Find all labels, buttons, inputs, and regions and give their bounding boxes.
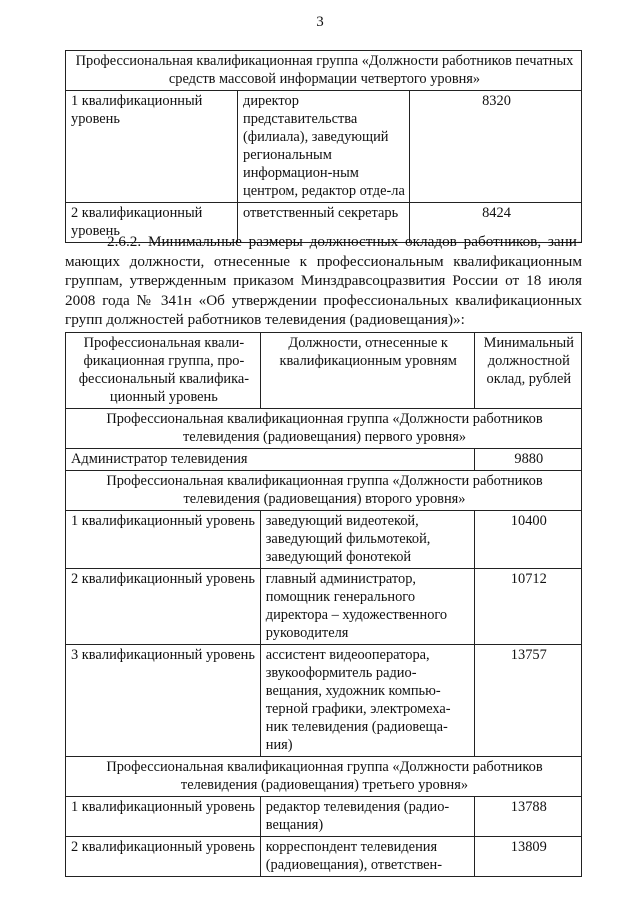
salary-cell: 8424: [410, 203, 582, 243]
table-row: [66, 837, 582, 877]
table-row: [66, 91, 582, 203]
positions-cell: главный администратор, помощник генерального директора – художественного руководителя: [260, 569, 474, 645]
column-header-salary: Минимальный должностной оклад, рублей: [474, 333, 581, 409]
salary-cell: 10712: [474, 569, 581, 645]
group-header: Профессиональная квалификационная группа «Должности работников телевидения (радиовещания) второго уровня»: [66, 471, 582, 511]
column-header-positions: Должности, отнесенные к квалификационным уровням: [260, 333, 474, 409]
group-header: Профессиональная квалификационная группа «Должности работников телевидения (радиовещания) первого уровня»: [66, 409, 582, 449]
salary-cell: 10400: [474, 511, 581, 569]
salary-cell: 13809: [474, 837, 581, 877]
table-row: [66, 449, 582, 471]
column-header-group: Профессиональная квали-фикационная группа, про-фессиональный квалифика-ционный уровень: [66, 333, 261, 409]
table-row: [66, 511, 582, 569]
group-header-row: [66, 409, 582, 449]
salary-table-print-media: [65, 50, 582, 243]
level-cell: 2 квалификационный уровень: [66, 203, 238, 243]
level-cell: Администратор телевидения: [66, 449, 475, 471]
section-paragraph: 2.6.2. Минимальные размеры должностных окладов работников, зани-мающих должности, отнесенные к профессиональным квалификационным группам, утвержденным приказом Минздравсоцразвития России от 18 июля 2008 года № 341н «Об утверждении профессиональных квалификационных групп должностей работников телевидения (радиовещания)»:: [65, 233, 582, 328]
group-header: Профессиональная квалификационная группа «Должности работников печатных средств массовой информации четвертого уровня»: [66, 51, 582, 91]
level-cell: 2 квалификационный уровень: [66, 569, 261, 645]
header-row: [66, 333, 582, 409]
positions-cell: ассистент видеооператора, звукооформитель радио-вещания, художник компью-терной графики, электромеха-ник телевидения (радиовеща-ния): [260, 645, 474, 757]
table-row: [66, 645, 582, 757]
level-cell: 2 квалификационный уровень: [66, 837, 261, 877]
table-row: [66, 569, 582, 645]
level-cell: 3 квалификационный уровень: [66, 645, 261, 757]
salary-cell: 9880: [474, 449, 581, 471]
salary-table-television: [65, 332, 582, 877]
group-header-row: [66, 471, 582, 511]
positions-cell: директор представительства (филиала), заведующий региональным информацион-ным центром, редактор отде-ла: [238, 91, 410, 203]
positions-cell: редактор телевидения (радио-вещания): [260, 797, 474, 837]
table-row: [66, 797, 582, 837]
level-cell: 1 квалификационный уровень: [66, 91, 238, 203]
level-cell: 1 квалификационный уровень: [66, 511, 261, 569]
salary-cell: 13757: [474, 645, 581, 757]
group-header-row: [66, 51, 582, 91]
positions-cell: заведующий видеотекой, заведующий фильмотекой, заведующий фонотекой: [260, 511, 474, 569]
salary-cell: 8320: [410, 91, 582, 203]
positions-cell: корреспондент телевидения (радиовещания), ответствен-: [260, 837, 474, 877]
level-cell: 1 квалификационный уровень: [66, 797, 261, 837]
group-header: Профессиональная квалификационная группа «Должности работников телевидения (радиовещания) третьего уровня»: [66, 757, 582, 797]
positions-cell: ответственный секретарь: [238, 203, 410, 243]
page-number: 3: [316, 14, 324, 30]
group-header-row: [66, 757, 582, 797]
salary-cell: 13788: [474, 797, 581, 837]
